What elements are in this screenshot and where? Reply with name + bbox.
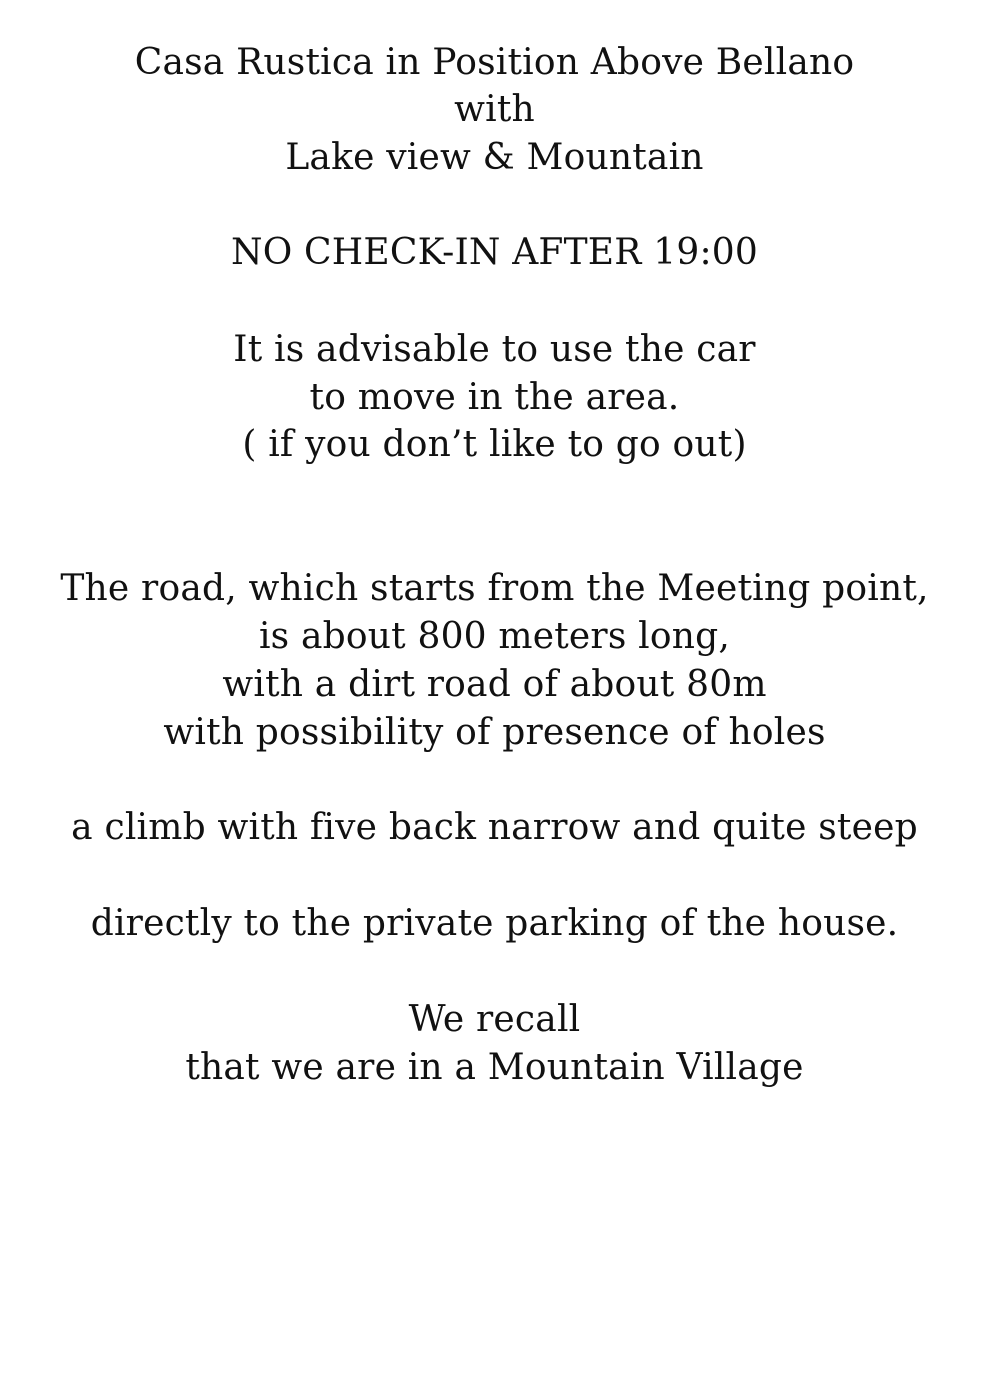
road-line-3: with a dirt road of about 80m bbox=[222, 664, 767, 705]
car-advice-line-1: It is advisable to use the car bbox=[233, 329, 756, 370]
closing-line-1: We recall bbox=[408, 999, 581, 1040]
climb-note: a climb with five back narrow and quite steep bbox=[71, 807, 918, 848]
title-line-1: Casa Rustica in Position Above Bellano bbox=[134, 42, 855, 83]
closing-line-2: that we are in a Mountain Village bbox=[185, 1047, 804, 1088]
title-line-2: with bbox=[454, 89, 535, 130]
checkin-notice: NO CHECK-IN AFTER 19:00 bbox=[231, 232, 758, 273]
title-line-3: Lake view & Mountain bbox=[285, 137, 704, 178]
road-line-4: with possibility of presence of holes bbox=[163, 712, 826, 753]
parking-note: directly to the private parking of the house. bbox=[90, 903, 899, 944]
road-line-2: is about 800 meters long, bbox=[258, 616, 731, 657]
car-advice-line-2: to move in the area. bbox=[309, 377, 680, 418]
car-advice-line-3: ( if you don’t like to go out) bbox=[242, 424, 747, 465]
road-line-1: The road, which starts from the Meeting point, bbox=[60, 568, 929, 609]
